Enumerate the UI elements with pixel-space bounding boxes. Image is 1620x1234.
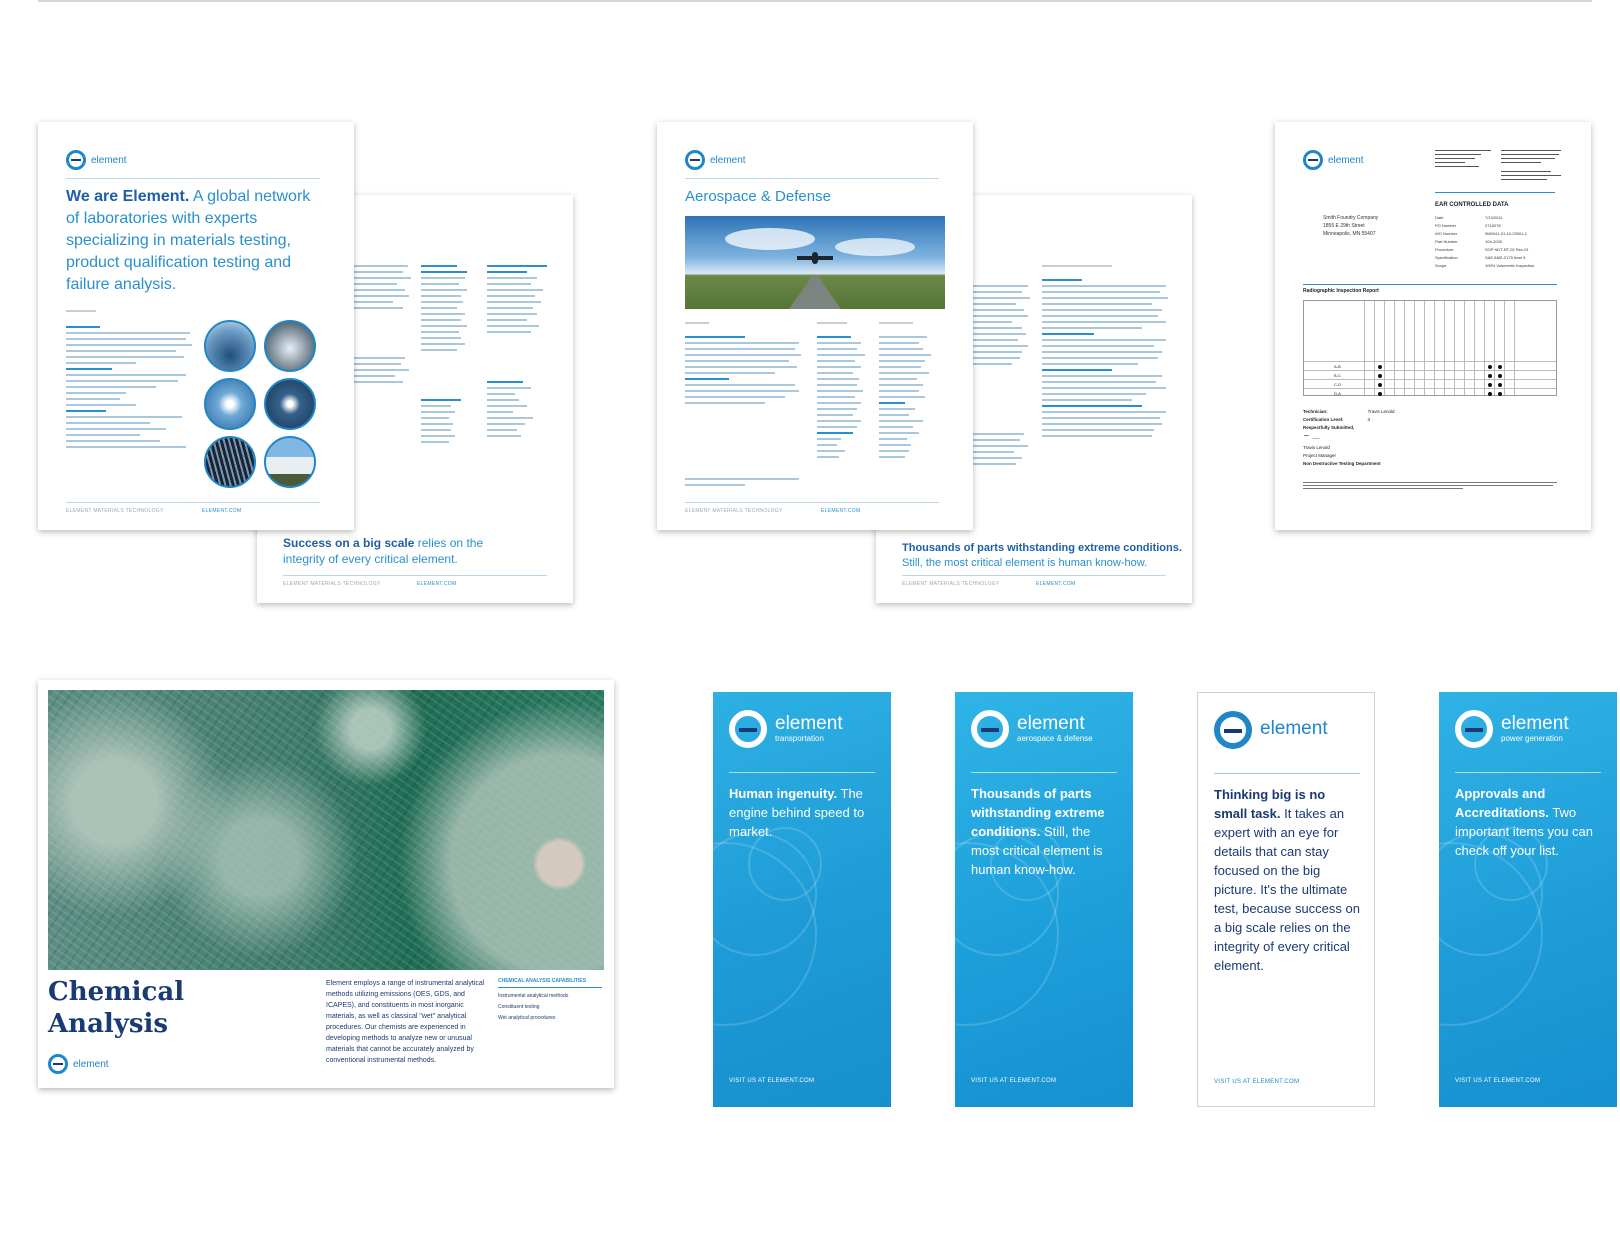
cover-headline: We are Element. A global network of laboratories with experts specializing in materials testing, product qualification testing and failure analysis.: [66, 188, 311, 293]
overview-column: [685, 322, 803, 408]
check-dot: [1498, 383, 1502, 387]
report-field-row: [1435, 230, 1565, 238]
services-detail-column: [1042, 265, 1172, 441]
industry-photo-wind-turbine: [264, 378, 316, 430]
element-logo: [971, 710, 1093, 748]
panel-message: [1214, 785, 1362, 975]
microscopy-crystal-photo: [48, 690, 604, 970]
logo-word: element: [775, 712, 843, 734]
report-field-value: 100% Volumetric Inspection: [1485, 263, 1535, 268]
footer-rule: [902, 575, 1166, 576]
cta-text: [685, 478, 805, 490]
inside-tagline: Thousands of parts withstanding extreme conditions. Still, the most critical element is human know-how.: [902, 542, 1182, 569]
footer-rule: [283, 575, 547, 576]
table-row-label: A-B: [1334, 364, 1341, 369]
industry-photo-car: [264, 320, 316, 372]
element-logo-icon: [971, 710, 1009, 748]
check-dot: [1498, 392, 1502, 396]
signature-block: [1303, 408, 1503, 468]
chemical-body-text: Element employs a range of instrumental analytical methods utilizing emissions (OES, GDS, and ICAPES), and constituents in most inorganic materials, as well as classical "wet" analytical procedures. Our chemists are experienced in developing methods to analyze new or unusual materials that cannot be accurately analyzed by conventional instrumental methods.: [326, 980, 485, 1064]
credentials-column: [817, 322, 873, 462]
address-line: 1855 E 29th Street: [1323, 223, 1365, 229]
banner-panel: [1197, 692, 1375, 1107]
footer-left: ELEMENT MATERIALS TECHNOLOGY: [902, 581, 1000, 587]
brochure-2-cover: [657, 122, 973, 530]
cert-label: Certification Level:: [1303, 417, 1344, 422]
logo-word: element: [1017, 712, 1085, 734]
logo-division: aerospace & defense: [1017, 733, 1093, 743]
address-line: Minneapolis, MN 55407: [1323, 231, 1376, 237]
capabilities-list: [498, 991, 568, 1024]
footer-left: ELEMENT MATERIALS TECHNOLOGY: [66, 508, 164, 514]
industry-column: [879, 322, 941, 462]
industry-column: [487, 265, 557, 441]
banner-panel: [1439, 692, 1617, 1107]
panel-footer-link: VISIT US AT ELEMENT.COM: [1214, 1079, 1300, 1085]
report-heading: EAR CONTROLLED DATA: [1435, 202, 1509, 208]
logo-wordmark: [1017, 712, 1093, 743]
address-line: Smith Foundry Company: [1323, 215, 1379, 221]
table-row-label: D-A: [1334, 391, 1341, 396]
logo-word: element: [1501, 712, 1569, 734]
check-dot: [1488, 374, 1492, 378]
footer-left: ELEMENT MATERIALS TECHNOLOGY: [283, 581, 381, 587]
handwritten-signature: ~ ﹏: [1303, 431, 1321, 440]
check-dot: [1378, 374, 1382, 378]
table-row-label: C-D: [1334, 382, 1342, 387]
report-field-label: Scope: [1435, 263, 1447, 268]
contact-block: [1501, 150, 1571, 183]
inside-tagline: Success on a big scale relies on the integrity of every critical element.: [283, 536, 484, 566]
brochure-1-cover: [38, 122, 354, 530]
logo-word: element: [710, 154, 746, 166]
inspection-report-page: [1275, 122, 1591, 530]
check-dot: [1378, 365, 1382, 369]
panel-rule: [971, 772, 1117, 773]
text-column: [353, 265, 413, 387]
element-logo-icon: [729, 710, 767, 748]
element-logo-icon: [685, 150, 705, 170]
report-field-label: Part Number: [1435, 239, 1458, 244]
table-row: [1304, 388, 1556, 398]
element-logo-icon: [66, 150, 86, 170]
logo-wordmark: [775, 712, 843, 743]
logo-wordmark: [1260, 718, 1328, 739]
footer-rule: [685, 502, 939, 503]
cert-value: II: [1367, 417, 1371, 422]
report-field-label: WO Number: [1435, 231, 1458, 236]
report-field-row: [1435, 238, 1565, 246]
report-field-value: 0M0041-01-10-20001-1: [1485, 231, 1528, 236]
cover-title: Aerospace & Defense: [685, 188, 831, 205]
report-field-label: Date: [1435, 215, 1444, 220]
panel-message-rest: Still, the most critical element is human know-how.: [971, 824, 1103, 877]
logo-word: element: [73, 1058, 109, 1070]
panel-rule: [1455, 772, 1601, 773]
header-rule: [685, 178, 939, 179]
industry-photo-turbine-blades: [204, 436, 256, 488]
report-field-row: [1435, 214, 1565, 222]
header-rule: [1435, 192, 1555, 193]
capability-item: Constituent testing: [498, 1004, 540, 1010]
footer-link: ELEMENT.COM: [1036, 581, 1076, 587]
capability-item: Wet analytical procedures: [498, 1015, 556, 1021]
element-logo: [729, 710, 843, 748]
report-field-row: [1435, 254, 1565, 262]
check-dot: [1488, 383, 1492, 387]
report-field-value: SAE AMS-2175 level 6: [1485, 255, 1526, 260]
panel-message-bold: Human ingenuity.: [729, 786, 838, 801]
report-field-row: [1435, 262, 1565, 270]
recipient-address: [1323, 214, 1378, 238]
panel-message-bold: Thinking big is no small task.: [1214, 787, 1326, 821]
element-logo-icon: [1214, 711, 1252, 749]
panel-rule: [729, 772, 875, 773]
report-field-value: 7/13/2011: [1485, 215, 1503, 220]
title-line: Chemical: [48, 977, 185, 1007]
capabilities-rule: [498, 987, 602, 988]
submitted-text: Respectfully Submitted,: [1303, 425, 1355, 430]
report-field-value: 0716078: [1485, 223, 1501, 228]
cover-body-text: [66, 310, 196, 452]
footer-link: ELEMENT.COM: [202, 508, 242, 514]
panel-rule: [1214, 773, 1360, 774]
technician-name: Travis Lenold: [1367, 409, 1395, 414]
logo-word: element: [1260, 718, 1328, 739]
fine-print: [1303, 482, 1557, 491]
text-column: [972, 285, 1032, 469]
panel-message-bold: Approvals and Accreditations.: [1455, 786, 1549, 820]
footer-left: ELEMENT MATERIALS TECHNOLOGY: [685, 508, 783, 514]
chemical-analysis-sheet: [38, 680, 614, 1088]
report-field-value: SOP NDT-RT-02 Rev-01: [1485, 247, 1529, 252]
section-title: Radiographic Inspection Report: [1303, 288, 1379, 294]
element-logo-icon: [1455, 710, 1493, 748]
panel-message: [1455, 784, 1603, 860]
industry-photo-power-plant: [264, 436, 316, 488]
check-dot: [1488, 365, 1492, 369]
report-field-value: 104-2025: [1485, 239, 1502, 244]
industry-photo-oil-rig: [204, 320, 256, 372]
logo-division: power generation: [1501, 733, 1563, 743]
signer-name: Travis Lenold: [1303, 445, 1330, 450]
report-field-label: Specification: [1435, 255, 1458, 260]
element-logo: [685, 150, 746, 170]
table-row-label: B-C: [1334, 373, 1341, 378]
check-dot: [1488, 392, 1492, 396]
logo-division: transportation: [775, 733, 824, 743]
panel-message-bold: Thousands of parts withstanding extreme conditions.: [971, 786, 1105, 839]
top-divider: [38, 0, 1592, 2]
footer-link: ELEMENT.COM: [417, 581, 457, 587]
check-dot: [1498, 365, 1502, 369]
report-field-label: Procedure: [1435, 247, 1454, 252]
panel-footer-link: VISIT US AT ELEMENT.COM: [1455, 1078, 1541, 1084]
company-address-block: [1435, 150, 1495, 170]
logo-wordmark: [1501, 712, 1569, 743]
check-dot: [1378, 392, 1382, 396]
banner-panel: [713, 692, 891, 1107]
report-field-label: PO Number: [1435, 223, 1457, 228]
element-logo: [1214, 711, 1328, 749]
signer-title: Project Manager: [1303, 453, 1337, 458]
services-column: [421, 265, 481, 447]
panel-message-rest: It takes an expert with an eye for details that can stay focused on the big picture. It's the ultimate test, because success on a big scale relies on the integrity of every critical element.: [1214, 806, 1360, 973]
footer-rule: [66, 502, 320, 503]
element-logo-icon: [48, 1054, 68, 1074]
element-logo-icon: [1303, 150, 1323, 170]
capability-item: Instrumental analytical methods: [498, 993, 569, 999]
header-rule: [66, 178, 320, 179]
element-logo: [66, 150, 127, 170]
panel-message: [971, 784, 1119, 879]
section-rule: [1303, 284, 1557, 285]
capabilities-title: CHEMICAL ANALYSIS CAPABILITIES: [498, 978, 587, 984]
panel-message-rest: The engine behind speed to market.: [729, 786, 865, 839]
check-dot: [1498, 374, 1502, 378]
element-logo: [1303, 150, 1364, 170]
panel-footer-link: VISIT US AT ELEMENT.COM: [729, 1078, 815, 1084]
footer-link: ELEMENT.COM: [821, 508, 861, 514]
title-line: Analysis: [48, 1009, 169, 1039]
technician-label: Technician:: [1303, 409, 1328, 414]
inspection-table: [1303, 300, 1557, 396]
banner-panel: [955, 692, 1133, 1107]
logo-word: element: [1328, 154, 1364, 166]
check-dot: [1378, 383, 1382, 387]
element-logo: [1455, 710, 1569, 748]
element-logo: [48, 1054, 109, 1074]
report-fields: [1435, 214, 1565, 270]
signer-dept: Non Destructive Testing Department: [1303, 461, 1381, 466]
panel-message: [729, 784, 877, 841]
panel-message-rest: Two important items you can check off your list.: [1455, 805, 1594, 858]
panel-footer-link: VISIT US AT ELEMENT.COM: [971, 1078, 1057, 1084]
report-field-row: [1435, 246, 1565, 254]
chemical-title: [48, 976, 184, 1040]
aircraft-runway-photo: [685, 216, 945, 309]
industry-photo-aircraft: [204, 378, 256, 430]
report-field-row: [1435, 222, 1565, 230]
logo-word: element: [91, 154, 127, 166]
